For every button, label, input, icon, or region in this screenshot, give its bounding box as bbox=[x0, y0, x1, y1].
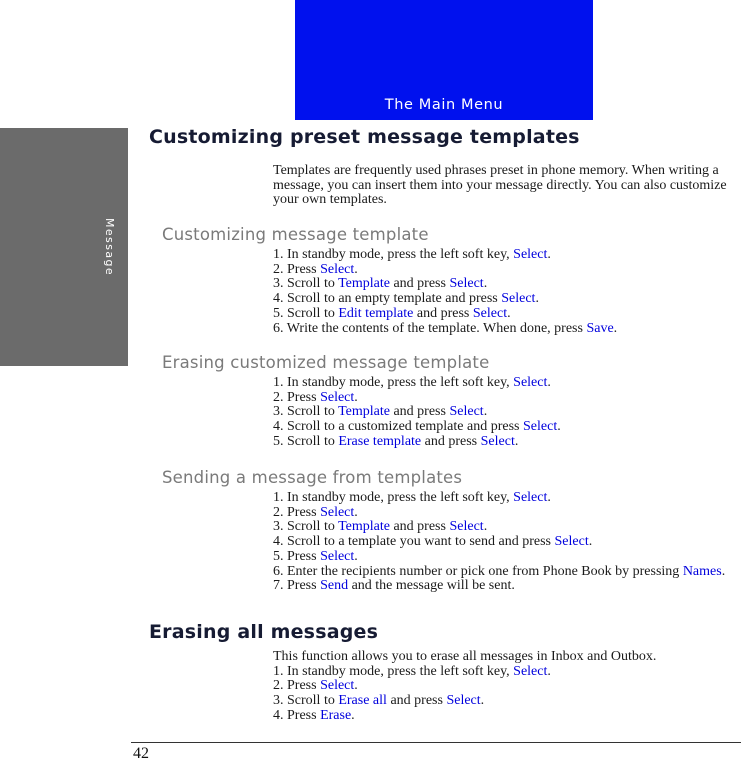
keyword: Select bbox=[513, 663, 548, 679]
keyword: Select bbox=[513, 247, 548, 262]
step-item bbox=[273, 405, 738, 420]
step-text: 3. Scroll to bbox=[273, 404, 339, 420]
step-item bbox=[273, 579, 738, 594]
step-item bbox=[273, 322, 738, 337]
step-text: 1. In standby mode, press the left soft key, bbox=[273, 247, 514, 262]
step-text: 2. Press bbox=[273, 678, 321, 694]
step-item bbox=[273, 679, 738, 694]
step-text: . bbox=[354, 389, 358, 405]
step-text: 2. Press bbox=[273, 261, 321, 277]
step-list bbox=[273, 491, 738, 594]
step-text: . bbox=[547, 375, 551, 390]
footer-rule bbox=[131, 742, 741, 743]
keyword: Select bbox=[449, 404, 484, 420]
keyword: Select bbox=[513, 375, 548, 390]
side-tab-label: Message bbox=[103, 218, 116, 277]
step-text: 2. Press bbox=[273, 504, 321, 520]
keyword: Erase bbox=[320, 707, 352, 723]
step-item bbox=[273, 376, 738, 391]
step-item bbox=[273, 277, 738, 292]
keyword: Select bbox=[446, 693, 481, 709]
keyword: Select bbox=[320, 389, 355, 405]
step-text: and press bbox=[421, 433, 481, 449]
step-text: and press bbox=[389, 519, 450, 535]
step-item bbox=[273, 550, 738, 565]
step-item bbox=[273, 535, 738, 550]
keyword: Select bbox=[320, 678, 355, 694]
step-text: . bbox=[483, 404, 488, 420]
step-item bbox=[273, 307, 738, 322]
step-item bbox=[273, 263, 738, 278]
keyword: Edit template bbox=[338, 305, 414, 321]
keyword: Template bbox=[338, 404, 390, 420]
step-text: 4. Press bbox=[273, 707, 321, 723]
step-text: . bbox=[547, 490, 551, 505]
section-heading-templates: Customizing preset message templates bbox=[149, 126, 580, 148]
subheading-customizing: Customizing message template bbox=[162, 225, 429, 244]
step-text: and the message will be sent. bbox=[348, 578, 515, 594]
step-text: 1. In standby mode, press the left soft key, bbox=[273, 375, 514, 390]
step-text: . bbox=[483, 276, 488, 292]
header-banner bbox=[295, 0, 593, 120]
keyword: Send bbox=[320, 578, 349, 594]
step-text: 5. Scroll to bbox=[273, 433, 339, 449]
step-item bbox=[273, 694, 738, 709]
templates-intro bbox=[273, 164, 738, 208]
step-text: . bbox=[721, 563, 726, 579]
step-list bbox=[273, 665, 738, 724]
intro-text: Templates are frequently used phrases preset in phone memory. When writing a message, you can insert them into your message directly. You can also customize your own templates. bbox=[273, 163, 727, 208]
keyword: Select bbox=[513, 490, 548, 505]
step-text: . bbox=[557, 419, 561, 435]
step-text: and press bbox=[389, 276, 450, 292]
step-list bbox=[273, 248, 738, 336]
keyword: Select bbox=[449, 519, 484, 535]
step-text: . bbox=[354, 678, 358, 694]
keyword: Select bbox=[472, 305, 508, 321]
keyword: Template bbox=[338, 519, 390, 535]
step-item bbox=[273, 248, 738, 263]
step-list bbox=[273, 376, 738, 450]
step-text: . bbox=[354, 261, 358, 277]
step-text: 5. Press bbox=[273, 548, 321, 564]
step-item bbox=[273, 491, 738, 506]
step-text: . bbox=[354, 548, 358, 564]
step-item bbox=[273, 520, 738, 535]
step-text: 1. In standby mode, press the left soft key, bbox=[273, 490, 514, 505]
step-text: 3. Scroll to bbox=[273, 693, 339, 709]
step-item bbox=[273, 435, 738, 450]
step-item bbox=[273, 665, 738, 680]
step-text: . bbox=[547, 663, 551, 679]
step-text: . bbox=[514, 433, 519, 449]
steps-erasing-template bbox=[273, 376, 738, 450]
keyword: Select bbox=[501, 291, 536, 307]
step-item bbox=[273, 506, 738, 521]
step-text: . bbox=[507, 305, 511, 321]
step-text: 3. Scroll to bbox=[273, 276, 339, 292]
step-text: . bbox=[351, 707, 355, 723]
step-item bbox=[273, 292, 738, 307]
step-text: . bbox=[535, 291, 539, 307]
step-text: 4. Scroll to a customized template and press bbox=[273, 419, 523, 435]
step-text: and press bbox=[386, 693, 447, 709]
step-item bbox=[273, 565, 738, 580]
page-number: 42 bbox=[133, 745, 149, 762]
keyword: Erase all bbox=[338, 693, 387, 709]
step-text: 1. In standby mode, press the left soft key, bbox=[273, 663, 514, 679]
erasing-all-body bbox=[273, 650, 738, 724]
keyword: Select bbox=[449, 276, 484, 292]
step-text: 4. Scroll to an empty template and press bbox=[273, 291, 502, 307]
step-text: 6. Enter the recipients number or pick one from Phone Book by pressing bbox=[273, 563, 683, 579]
keyword: Select bbox=[554, 534, 589, 550]
keyword: Names bbox=[682, 563, 722, 579]
step-text: . bbox=[483, 519, 488, 535]
keyword: Select bbox=[320, 261, 355, 277]
step-text: 7. Press bbox=[273, 578, 321, 594]
keyword: Select bbox=[320, 548, 355, 564]
keyword: Erase template bbox=[338, 433, 422, 449]
step-item bbox=[273, 391, 738, 406]
step-text: . bbox=[588, 534, 593, 550]
steps-customizing bbox=[273, 248, 738, 336]
section-heading-erasing-all: Erasing all messages bbox=[149, 621, 379, 643]
step-text: . bbox=[547, 247, 551, 262]
step-text: and press bbox=[389, 404, 450, 420]
step-text: 5. Scroll to bbox=[273, 305, 339, 321]
keyword: Select bbox=[320, 504, 355, 520]
step-text: . bbox=[480, 693, 485, 709]
step-text: 3. Scroll to bbox=[273, 519, 339, 535]
step-text: 2. Press bbox=[273, 389, 321, 405]
keyword: Select bbox=[523, 419, 558, 435]
step-text: . bbox=[613, 320, 618, 336]
header-title: The Main Menu bbox=[384, 97, 504, 113]
step-text: 6. Write the contents of the template. When done, press bbox=[273, 320, 587, 336]
step-item bbox=[273, 420, 738, 435]
step-item bbox=[273, 709, 738, 724]
step-text: and press bbox=[413, 305, 473, 321]
steps-sending bbox=[273, 491, 738, 594]
keyword: Select bbox=[480, 433, 515, 449]
keyword: Save bbox=[586, 320, 614, 336]
subheading-sending: Sending a message from templates bbox=[162, 468, 463, 487]
keyword: Template bbox=[338, 276, 390, 292]
subheading-erasing-template: Erasing customized message template bbox=[162, 353, 490, 372]
intro-text: This function allows you to erase all messages in Inbox and Outbox. bbox=[273, 649, 657, 664]
step-text: . bbox=[354, 504, 358, 520]
step-text: 4. Scroll to a template you want to send and press bbox=[273, 534, 555, 550]
